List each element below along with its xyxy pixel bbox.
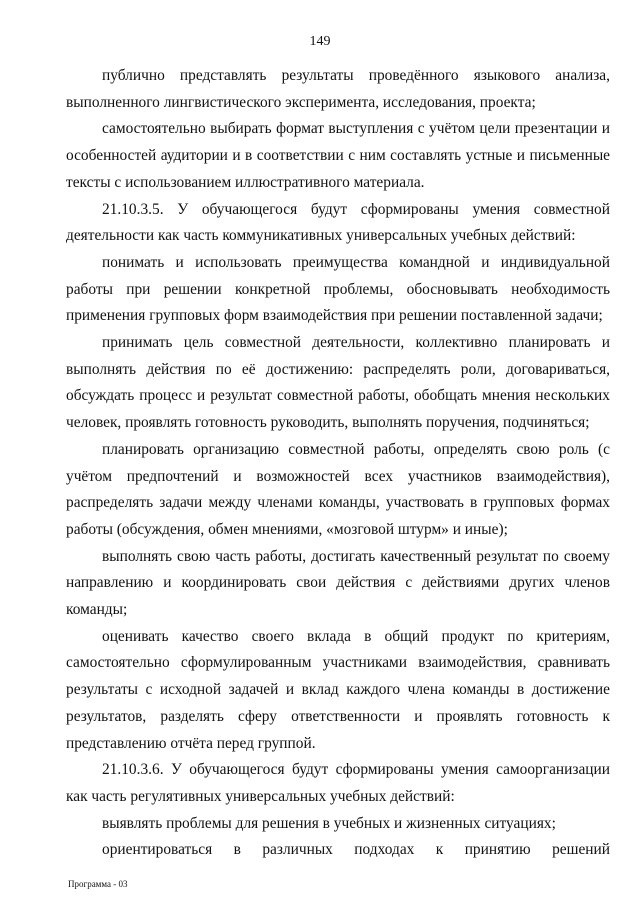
paragraph-plan-organization: планировать организацию совместной работы, определять свою роль (с учётом предпочтений и возможностей всех участников взаимодействия), распределять задачи между членами команды, участвовать в групповых формах работы (обсуждения, обмен мнениями, «мозговой штурм» и иные); [66,440,610,538]
footer-program-label: Программа - 03 [68,879,128,889]
section-heading-21-10-3-5: 21.10.3.5. У обучающегося будут сформированы умения совместной деятельности как часть коммуникативных универсальных учебных действий: [66,200,610,245]
page-number: 149 [309,34,331,49]
paragraph-identify-problems: выявлять проблемы для решения в учебных и жизненных ситуациях; [102,814,556,832]
paragraph-choose-format: самостоятельно выбирать формат выступления с учётом цели презентации и особенностей аудитории и в соответствии с ним составлять устные и письменные тексты с использованием иллюстративного материала. [66,120,610,191]
paragraph-do-own-part: выполнять свою часть работы, достигать качественный результат по своему направлению и координировать свои действия с действиями других членов команды; [66,547,610,619]
paragraph-present-results: публично представлять результаты проведённого языкового анализа, выполненного лингвистического эксперимента, исследования, проекта; [66,67,610,111]
paragraph-evaluate-contribution: оценивать качество своего вклада в общий продукт по критериям, самостоятельно сформулированным участниками взаимодействия, сравнивать результаты с исходной задачей и вклад каждого члена команды в достижение результатов, разделять сферу ответственности и проявлять готовность к представлению отчёта перед группой. [66,627,610,752]
document-body [66,63,610,864]
paragraph-orient-approaches: ориентироваться в различных подходах к принятию решений [102,841,610,859]
section-heading-21-10-3-6: 21.10.3.6. У обучающегося будут сформированы умения самоорганизации как часть регулятивных универсальных учебных действий: [66,761,610,805]
paragraph-accept-goal: принимать цель совместной деятельности, коллективно планировать и выполнять действия по её достижению: распределять роли, договариваться, обсуждать процесс и результат совместной работы, обобщать мнения нескольких человек, проявлять готовность руководить, выполнять поручения, подчиняться; [66,334,610,432]
paragraph-team-work: понимать и использовать преимущества командной и индивидуальной работы при решении конкретной проблемы, обосновывать необходимость применения групповых форм взаимодействия при решении поставленной задачи; [66,253,610,325]
